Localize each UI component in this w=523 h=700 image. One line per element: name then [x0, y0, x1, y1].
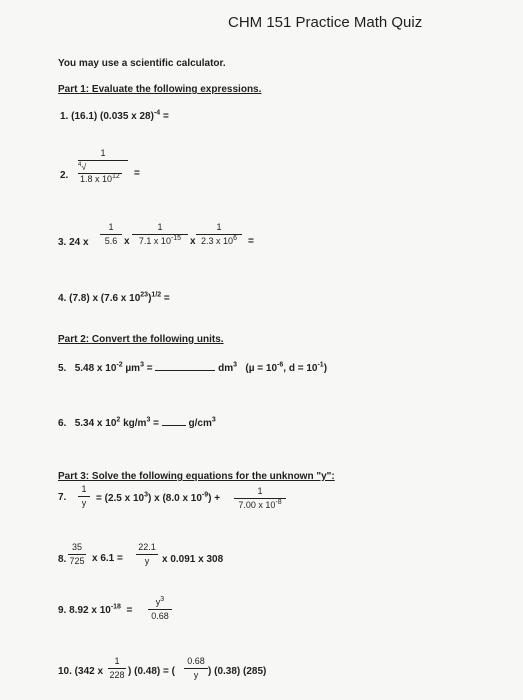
question-8-fraction-1: 35 725	[69, 542, 85, 566]
question-1: 1. (16.1) (0.035 x 28)$^{-4}$ =	[60, 109, 169, 122]
question-10-middle: ) (0.48) = (	[128, 666, 175, 677]
question-7-fraction-2: 1 7.00 x $10^{-8}$	[234, 486, 286, 511]
question-3-fraction-3: 1 2.3 x $10^6$	[196, 222, 242, 247]
question-4: 4. (7.8) x (7.6 x $10^{23})^{1/2}$ =	[58, 291, 170, 304]
question-7-number: 7.	[58, 492, 67, 503]
question-10-start: 10. (342 x	[58, 666, 104, 677]
question-10-fraction-1: 1 228	[109, 656, 125, 680]
answer-blank-5[interactable]	[155, 370, 215, 371]
question-3-prefix: 3. 24 x	[58, 237, 89, 248]
page-title: CHM 151 Practice Math Quiz	[228, 14, 423, 31]
question-3-fraction-2: 1 7.1 x $10^{-15}$	[132, 222, 188, 247]
question-8-number: 8.	[58, 554, 67, 565]
part2-heading: Part 2: Convert the following units.	[58, 334, 224, 345]
question-2-equals: =	[134, 168, 140, 179]
question-9: 9. 8.92 x $10^{-18}$ =	[58, 603, 133, 616]
part3-heading: Part 3: Solve the following equations for the unknown "y":	[58, 471, 335, 482]
question-7-fraction-1: 1 y	[78, 484, 90, 509]
answer-blank-6[interactable]	[162, 425, 186, 426]
question-3-times-2: x	[190, 236, 196, 247]
question-6: 6. 5.34 x $10^2$ $kg/m^3 = g/cm^3$	[58, 416, 216, 429]
question-8-middle: x 6.1 =	[92, 553, 123, 564]
question-3-fraction-1: 1 5.6	[100, 222, 122, 247]
question-7-expression: = (2.5 x $10^3$) x (8.0 x $10^{-9}$) +	[96, 491, 221, 504]
question-5: 5. 5.48 x $10^{-2}$ $\mu m^3 = dm^3$ ($\mu = 10^{-6}$, $d = 10^{-1}$)	[58, 361, 328, 374]
question-8-tail: x 0.091 x 308	[162, 554, 224, 565]
question-10-fraction-2: 0.68 y	[184, 656, 208, 681]
calculator-note: You may use a scientific calculator.	[58, 58, 226, 69]
question-8-fraction-2: 22.1 y	[136, 542, 158, 567]
question-3-times-1: x	[124, 236, 130, 247]
question-2-number: 2.	[60, 170, 69, 181]
question-10-end: ) (0.38) (285)	[208, 666, 267, 677]
question-2-fraction: 1 $^4$√1.8 x $10^{12}$	[78, 148, 128, 185]
part1-heading: Part 1: Evaluate the following expressions.	[58, 84, 262, 95]
question-3-equals: =	[248, 236, 254, 247]
question-9-fraction: $y^3$ 0.68	[148, 597, 172, 622]
